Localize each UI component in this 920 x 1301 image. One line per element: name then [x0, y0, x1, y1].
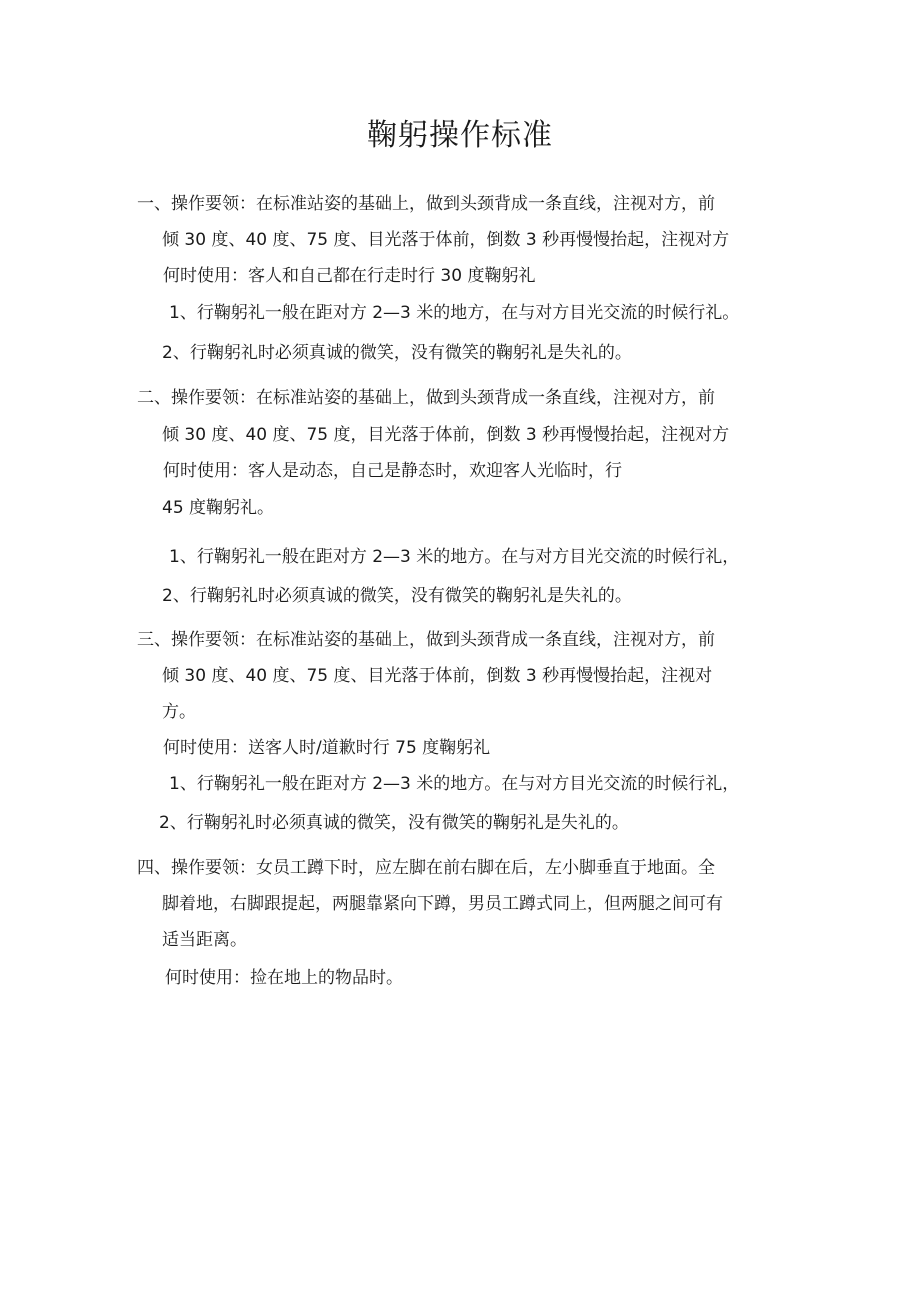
section-2-usage-cont: 45 度鞠躬礼。: [162, 498, 275, 518]
section-4-heading: 四、操作要领：女员工蹲下时，应左脚在前右脚在后，左小脚垂直于地面。全: [137, 858, 715, 878]
section-3-text: 倾 30 度、40 度、75 度、目光落于体前，倒数 3 秒再慢慢抬起，注视对: [162, 666, 713, 686]
section-3-note-2: 2、行鞠躬礼时必须真诚的微笑，没有微笑的鞠躬礼是失礼的。: [159, 813, 629, 833]
section-1-note-2: 2、行鞠躬礼时必须真诚的微笑，没有微笑的鞠躬礼是失礼的。: [162, 343, 632, 363]
section-2-note-2: 2、行鞠躬礼时必须真诚的微笑，没有微笑的鞠躬礼是失礼的。: [162, 586, 632, 606]
section-1-usage: 何时使用：客人和自己都在行走时行 30 度鞠躬礼: [163, 266, 536, 286]
section-3-note-1: 1、行鞠躬礼一般在距对方 2—3 米的地方。在与对方目光交流的时候行礼，: [169, 774, 740, 794]
section-3-text-cont: 方。: [162, 702, 196, 722]
section-2-usage: 何时使用：客人是动态，自己是静态时，欢迎客人光临时，行: [163, 461, 622, 481]
section-1-heading: 一、操作要领：在标准站姿的基础上，做到头颈背成一条直线，注视对方，前: [137, 194, 715, 214]
document-title: 鞠躬操作标准: [367, 118, 553, 153]
section-1-text: 倾 30 度、40 度、75 度、目光落于体前，倒数 3 秒再慢慢抬起，注视对方: [162, 230, 730, 250]
section-1-note-1: 1、行鞠躬礼一般在距对方 2—3 米的地方，在与对方目光交流的时候行礼。: [169, 303, 740, 323]
section-2-heading: 二、操作要领：在标准站姿的基础上，做到头颈背成一条直线，注视对方，前: [137, 388, 715, 408]
section-2-note-1: 1、行鞠躬礼一般在距对方 2—3 米的地方。在与对方目光交流的时候行礼，: [169, 547, 740, 567]
section-3-usage: 何时使用：送客人时/道歉时行 75 度鞠躬礼: [163, 738, 491, 758]
section-4-text: 脚着地，右脚跟提起，两腿靠紧向下蹲，男员工蹲式同上，但两腿之间可有: [162, 894, 723, 914]
section-3-heading: 三、操作要领：在标准站姿的基础上，做到头颈背成一条直线，注视对方，前: [137, 630, 715, 650]
section-2-text: 倾 30 度、40 度、75 度，目光落于体前，倒数 3 秒再慢慢抬起，注视对方: [162, 425, 730, 445]
section-4-usage: 何时使用：捡在地上的物品时。: [165, 968, 403, 988]
section-4-text-cont: 适当距离。: [162, 930, 247, 950]
